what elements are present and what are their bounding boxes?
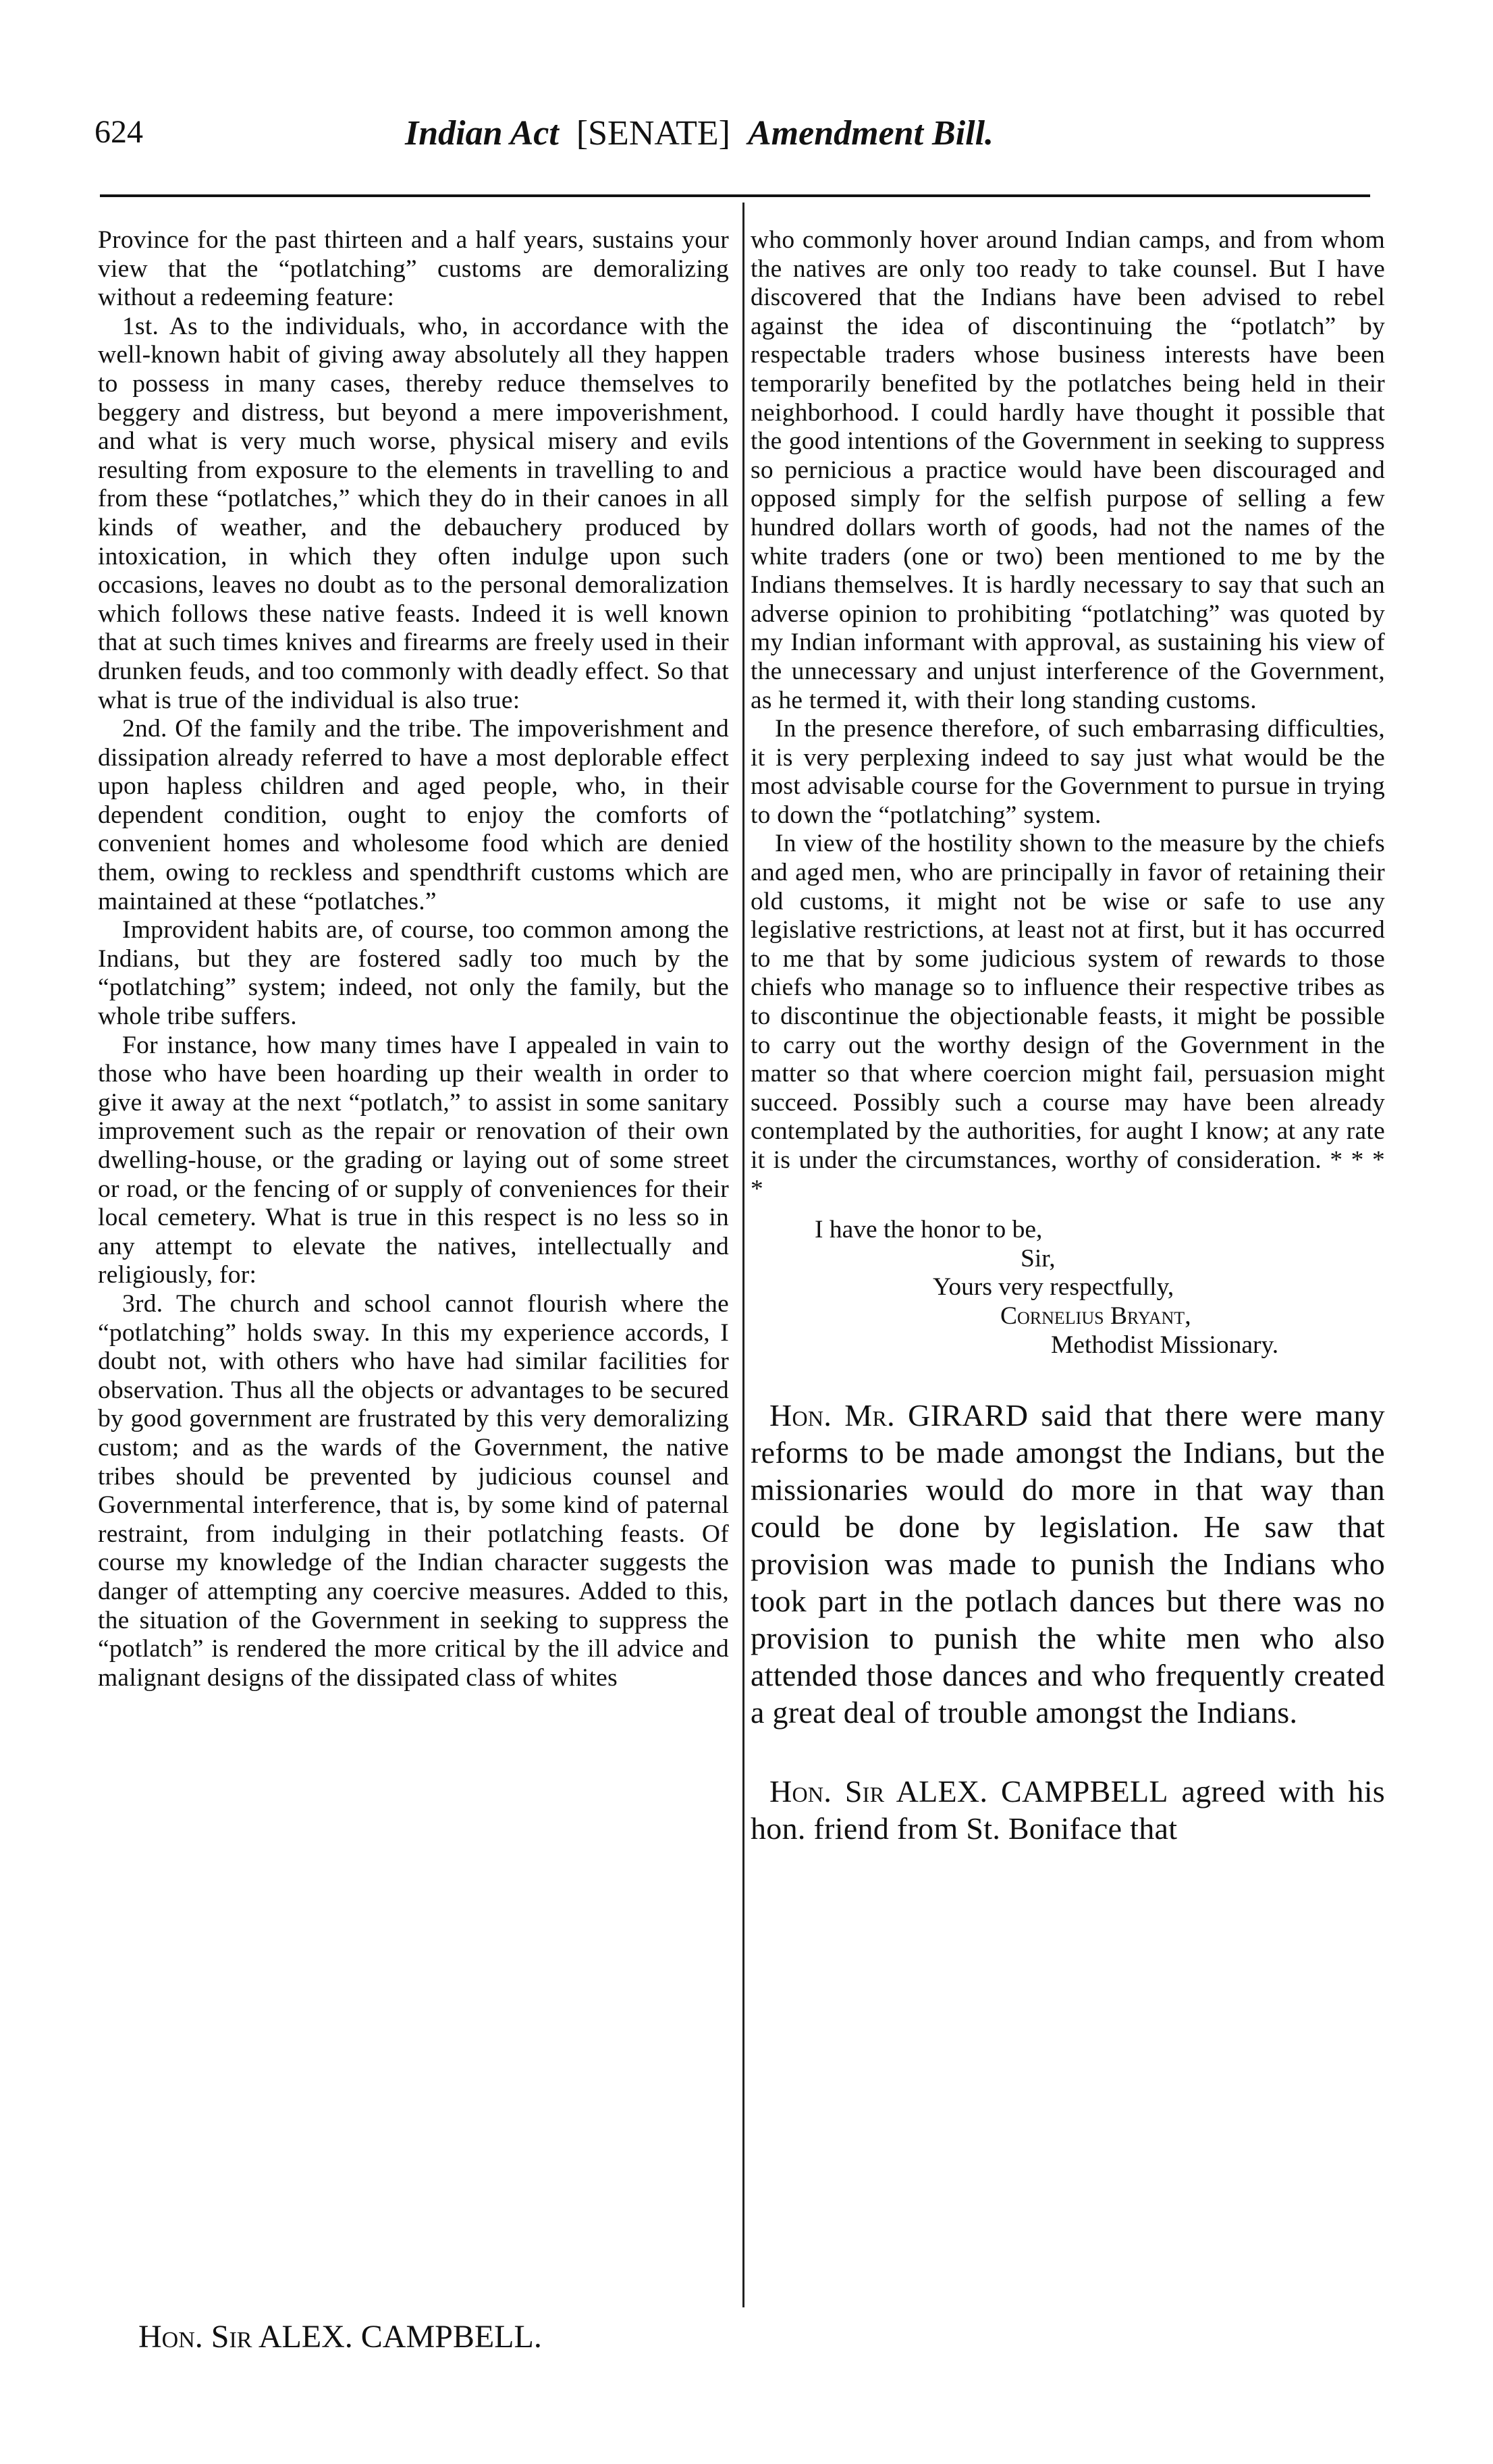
paragraph: 1st. As to the individuals, who, in accordance with the well-known habit of giving away absolutely all they happen to possess in many cases, thereby reduce themselves to beggery and distress, but beyond a mere impoverishment, and what is very much worse, physical misery and evils resulting from exposure to the elements in travelling to and from these “potlatches,” which they do in their canoes in all kinds of weather, and the debauchery produced by intoxication, in which they often indulge upon such occasions, leaves no doubt as to the personal demoralization which follows these native feasts. Indeed it is well known that at such times knives and firearms are freely used in their drunken feuds, and too commonly with deadly effect. So that what is true of the individual is also true: (98, 312, 729, 714)
paragraph: In the presence therefore, of such embarrasing difficulties, it is very perplexing indeed to say just what would be the most advisable course for the Government to pursue in trying to down the “potlatching” system. (751, 715, 1385, 829)
running-title (405, 113, 994, 153)
letter-closing (751, 1216, 1385, 1360)
speaker-name: Hon. Sir ALEX. CAMPBELL (769, 1774, 1168, 1809)
paragraph: Province for the past thirteen and a half years, sustains your view that the “potlatching” customs are demoralizing without a redeeming feature: (98, 226, 729, 312)
paragraph: 2nd. Of the family and the tribe. The impoverishment and dissipation already referred to have a most deplorable effect upon hapless children and aged people, who, in their dependent condition, ought to enjoy the comforts of convenient homes and wholesome food which are denied them, owing to reckless and spendthrift customs which are maintained at these “potlatches.” (98, 715, 729, 915)
catchword: Hon. Sir ALEX. CAMPBELL. (138, 2319, 542, 2355)
speech (751, 1773, 1385, 1847)
paragraph: 3rd. The church and school cannot flourish where the “potlatching” holds sway. In this my experience accords, I doubt not, with others who have had similar facilities for observation. Thus all the objects or advantages to be secured by good government are frustrated by this very demoralizing custom; and as the wards of the Government, the native tribes should be prevented by judicious counsel and Governmental interference, that is, by some kind of paternal restraint, from indulging in their potlatching feasts. Of course my knowledge of the Indian character suggests the danger of attempting any coercive measures. Added to this, the situation of the Government in seeking to suppress the “potlatch” is rendered the more critical by the ill advice and malignant designs of the dissipated class of whites (98, 1289, 729, 1692)
page-header (94, 113, 1390, 167)
closing-line: Yours very respectfully, (933, 1273, 1174, 1302)
running-title-left: Indian Act (405, 114, 559, 153)
signature: Cornelius Bryant, (1000, 1302, 1191, 1330)
speaker-name: Hon. Mr. GIRARD (769, 1398, 1029, 1433)
page-number: 624 (94, 114, 143, 150)
paragraph: In view of the hostility shown to the measure by the chiefs and aged men, who are principally in favor of retaining their old customs, it might not be wise or safe to use any legislative restrictions, at least not at first, but it has occurred to me that by some judicious system of rewards to those chiefs who manage so to influence their respective tribes as to discontinue the objectionable feasts, it might be possible to carry out the worthy design of the Government in the matter so that where coercion might fail, persuasion might succeed. Possibly such a course may have been already contemplated by the authorities, for aught I know; at any rate it is under the circumstances, worthy of consideration. * * * * (751, 830, 1385, 1203)
closing-line: Sir, (1021, 1244, 1056, 1273)
paragraph: who commonly hover around Indian camps, and from whom the natives are only too ready to take counsel. But I have discovered that the Indians have been advised to rebel against the idea of discontinuing the “potlatch” by respectable traders whose business interests have been temporarily benefited by the potlatches being held in their neighborhood. I could hardly have thought it possible that the good intentions of the Government in seeking to suppress so pernicious a practice would have been discouraged and opposed simply for the selfish purpose of selling a few hundred dollars worth of goods, had not the names of the white traders (one or two) been mentioned to me by the Indians themselves. It is hardly necessary to say that such an adverse opinion to prohibiting “potlatching” was quoted by my Indian informant with approval, as sustaining his view of the unnecessary and unjust interference of the Government, as he termed it, with their long standing customs. (751, 226, 1385, 714)
running-title-chamber: [SENATE] (576, 114, 730, 153)
speech-text: said that there were many reforms to be made amongst the Indians, but the missionaries would do more in that way than could be done by legislation. He saw that provision was made to punish the Indians who took part in the potlach dances but there was no provision to punish the white men who also attended those dances and who frequently created a great deal of trouble amongst the Indians. (751, 1398, 1385, 1730)
header-rule (100, 194, 1370, 197)
column-divider (742, 203, 744, 2307)
running-title-right: Amendment Bill. (748, 114, 994, 153)
closing-line: I have the honor to be, (815, 1216, 1043, 1244)
speech (751, 1397, 1385, 1731)
speech-text: agreed with his hon. friend from St. Boniface that (751, 1774, 1385, 1846)
paragraph: Improvident habits are, of course, too common among the Indians, but they are fostered sadly too much by the “potlatching” system; indeed, not only the family, but the whole tribe suffers. (98, 916, 729, 1031)
signature-title: Methodist Missionary. (1051, 1331, 1279, 1359)
left-column (98, 226, 729, 1692)
right-column (751, 226, 1385, 1847)
paragraph: For instance, how many times have I appealed in vain to those who have been hoarding up their wealth in order to give it away at the next “potlatch,” to assist in some sanitary improvement such as the repair or renovation of their own dwelling-house, or the grading or laying out of some street or road, or the fencing of or supply of conveniences for their local cemetery. What is true in this respect is no less so in any attempt to elevate the natives, intellectually and religiously, for: (98, 1031, 729, 1289)
